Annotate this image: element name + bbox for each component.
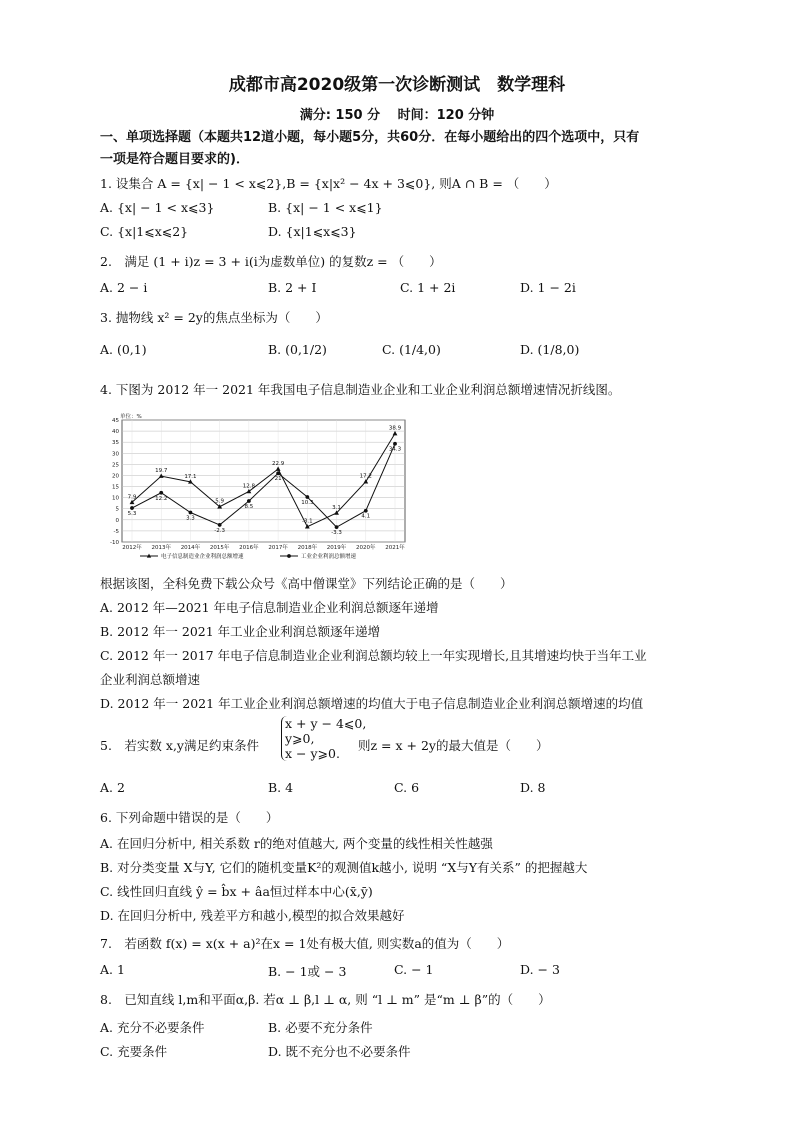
- question-7: 7. 若函数 f(x) = x(x + a)²在x = 1处有极大值, 则实数a的值为（ ）: [100, 936, 510, 951]
- y-tick-label: -10: [110, 540, 119, 546]
- y-tick-label: 40: [112, 429, 119, 436]
- question-5: 5. 若实数 x,y满足约束条件: [100, 738, 259, 753]
- profit-growth-line-chart: [100, 410, 420, 560]
- x-tick-label: 2020年: [356, 545, 376, 551]
- y-tick-label: 15: [112, 484, 119, 491]
- y-tick-label: 10: [112, 495, 119, 502]
- q5-option-b: B. 4: [268, 780, 294, 795]
- section-heading: 一、单项选择题（本题共12道小题，每小题5分，共60分．在每小题给出的四个选项中，只有: [100, 130, 640, 145]
- y-tick-label: 5: [115, 506, 119, 513]
- question-1: 1. 设集合 A = {x| − 1 < x⩽2},B = {x|x² − 4x + 3⩽0}, 则A ∩ B = （ ）: [100, 176, 557, 191]
- series2-point: [247, 499, 251, 503]
- q4-option-b: B. 2012 年一 2021 年工业企业利润总额逐年递增: [100, 624, 381, 639]
- chart-svg: [100, 410, 420, 560]
- q2-option-c: C. 1 + 2i: [400, 280, 456, 295]
- q3-option-a: A. (0,1): [100, 342, 147, 357]
- q4-option-c: C. 2012 年一 2017 年电子信息制造业企业利润总额均较上一年实现增长,且其增速均快于当年工业: [100, 648, 647, 663]
- constraint-3: x − y⩾0.: [285, 746, 340, 761]
- legend-label-2: 工业企业利润总额增速: [301, 554, 357, 560]
- x-tick-label: 2013年: [151, 545, 171, 551]
- q1-option-c: C. {x|1⩽x⩽2}: [100, 224, 189, 239]
- data-label: 7.9: [127, 494, 137, 501]
- q7-option-d: D. − 3: [520, 962, 560, 977]
- x-tick-label: 2019年: [326, 545, 347, 551]
- data-label: 17.1: [184, 473, 197, 480]
- q1-option-d: D. {x|1⩽x⩽3}: [268, 224, 357, 239]
- question-6: 6. 下列命题中错误的是（ ）: [100, 810, 279, 825]
- q2-option-d: D. 1 − 2i: [520, 280, 576, 295]
- series2-point: [335, 525, 339, 529]
- data-label: 5.3: [127, 511, 137, 518]
- q8-option-a: A. 充分不必要条件: [100, 1020, 205, 1035]
- series2-point: [305, 495, 309, 499]
- y-tick-label: 30: [112, 451, 119, 458]
- legend-label-1: 电子信息制造业企业利润总额增速: [161, 554, 244, 560]
- question-4-prompt: 根据该图，全科免费下载公众号《高中僧课堂》下列结论正确的是（ ）: [100, 576, 513, 591]
- question-4: 4. 下图为 2012 年一 2021 年我国电子信息制造业企业和工业企业利润总额增速情况折线图。: [100, 382, 621, 397]
- question-5-tail: 则z = x + 2y的最大值是（ ）: [358, 738, 549, 753]
- data-label: 22.9: [271, 461, 285, 468]
- q8-option-d: D. 既不充分也不必要条件: [268, 1044, 411, 1059]
- q4-option-a: A. 2012 年—2021 年电子信息制造业企业利润总额逐年递增: [100, 600, 439, 615]
- q6-option-b: B. 对分类变量 X与Y, 它们的随机变量K²的观测值k越小, 说明 “X与Y有关系” 的把握越大: [100, 860, 588, 875]
- series2-point: [130, 506, 134, 510]
- unit-label: 单位：%: [120, 414, 142, 420]
- x-tick-label: 2016年: [239, 545, 259, 551]
- data-label: -3.3: [331, 530, 342, 537]
- series2-point: [159, 491, 163, 495]
- q3-option-c: C. (1/4,0): [382, 342, 441, 357]
- data-label: -2.3: [214, 527, 226, 534]
- q7-option-a: A. 1: [100, 962, 125, 977]
- x-tick-label: 2021年: [385, 545, 405, 551]
- data-label: -3.1: [301, 518, 313, 525]
- constraint-1: x + y − 4⩽0,: [285, 716, 367, 731]
- q4-option-d: D. 2012 年一 2021 年工业企业利润总额增速的均值大于电子信息制造业企业利润总额增速的均值: [100, 696, 644, 711]
- data-label: 3.1: [332, 504, 341, 511]
- data-label: 38.9: [388, 425, 402, 432]
- question-3: 3. 抛物线 x² = 2y的焦点坐标为（ ）: [100, 310, 328, 325]
- data-label: 3.3: [186, 515, 195, 522]
- data-label: 19.7: [155, 468, 168, 475]
- data-label: 12.8: [242, 483, 256, 490]
- y-tick-label: 35: [112, 440, 119, 447]
- data-label: 34.3: [388, 446, 402, 453]
- legend-marker-2: [287, 554, 291, 558]
- q8-option-b: B. 必要不充分条件: [268, 1020, 373, 1035]
- series2-point: [189, 511, 193, 515]
- page-title: 成都市高2020级第一次诊断测试 数学理科: [228, 75, 566, 95]
- series2-point: [393, 442, 397, 446]
- q2-option-b: B. 2 + I: [268, 280, 317, 295]
- constraint-system: [281, 716, 366, 761]
- q3-option-d: D. (1/8,0): [520, 342, 580, 357]
- constraint-2: y⩾0,: [285, 731, 315, 746]
- data-label: 17.2: [359, 473, 372, 480]
- data-label: 8.5: [244, 503, 254, 510]
- q1-option-a: A. {x| − 1 < x⩽3}: [100, 200, 215, 215]
- q6-option-c: C. 线性回归直线 ŷ = b̂x + âa恒过样本中心(x̄,ȳ): [100, 884, 373, 899]
- data-label: 12.2: [155, 495, 168, 502]
- q3-option-b: B. (0,1/2): [268, 342, 327, 357]
- y-tick-label: 0: [115, 517, 119, 524]
- q1-option-b: B. {x| − 1 < x⩽1}: [268, 200, 383, 215]
- data-label: 10.3: [301, 499, 314, 506]
- section-heading-cont: 一项是符合题目要求的)．: [100, 152, 249, 167]
- y-tick-label: 20: [112, 473, 119, 480]
- y-tick-label: 45: [112, 418, 119, 424]
- question-2: 2. 满足 (1 + i)z = 3 + i(i为虚数单位) 的复数z = （ ）: [100, 254, 442, 269]
- q7-option-b: B. − 1或 − 3: [268, 964, 347, 979]
- data-label: 4.1: [361, 513, 371, 520]
- x-tick-label: 2014年: [180, 545, 201, 551]
- plot-area: [122, 420, 405, 542]
- q5-option-c: C. 6: [394, 780, 420, 795]
- x-tick-label: 2017年: [268, 545, 288, 551]
- q5-option-d: D. 8: [520, 780, 546, 795]
- y-tick-label: 25: [112, 462, 119, 469]
- x-tick-label: 2018年: [297, 545, 318, 551]
- q6-option-a: A. 在回归分析中, 相关系数 r的绝对值越大, 两个变量的线性相关性越强: [100, 836, 493, 851]
- x-tick-label: 2015年: [209, 545, 230, 551]
- exam-info: 满分: 150 分 时间：120 分钟: [299, 108, 495, 123]
- y-tick-label: -5: [113, 528, 119, 535]
- series2-point: [364, 509, 368, 513]
- q2-option-a: A. 2 − i: [100, 280, 148, 295]
- q7-option-c: C. − 1: [394, 962, 434, 977]
- question-8: 8. 已知直线 l,m和平面α,β. 若α ⊥ β,l ⊥ α, 则 “l ⊥ m” 是“m ⊥ β”的（ ）: [100, 992, 551, 1007]
- q8-option-c: C. 充要条件: [100, 1044, 168, 1059]
- data-label: 5.9: [215, 498, 225, 505]
- q5-option-a: A. 2: [100, 780, 125, 795]
- series2-point: [276, 471, 280, 475]
- series2-point: [218, 523, 222, 527]
- q6-option-d: D. 在回归分析中, 残差平方和越小,模型的拟合效果越好: [100, 908, 405, 923]
- x-tick-label: 2012年: [122, 545, 142, 551]
- data-label: 21: [274, 476, 282, 483]
- q4-option-c-cont: 企业利润总额增速: [100, 672, 201, 687]
